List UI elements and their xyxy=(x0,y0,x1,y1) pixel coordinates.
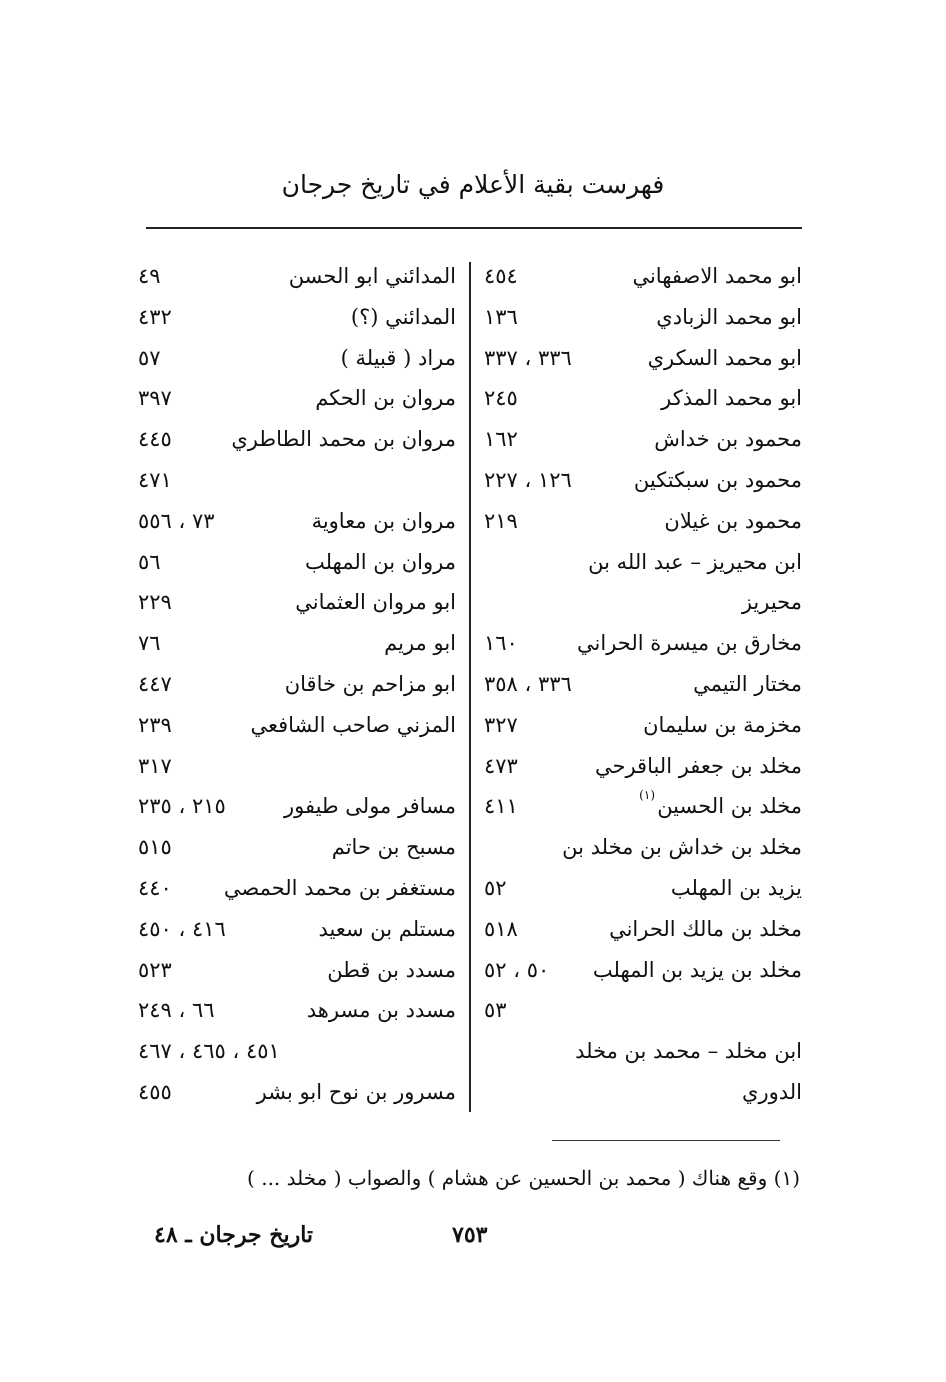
title-rule xyxy=(146,227,802,229)
index-entry xyxy=(138,950,456,990)
entry-name: ابو محمد الزبادي xyxy=(656,304,802,329)
index-entry xyxy=(484,786,802,826)
entry-name: مخلد بن مالك الحراني xyxy=(609,916,802,941)
index-entry xyxy=(138,1072,456,1112)
footnote-marker: (١) xyxy=(639,788,655,803)
entry-pages: ١٣٦ xyxy=(484,304,518,329)
entry-name: المدائني ابو الحسن xyxy=(288,264,456,288)
entry-name: مخارق بن ميسرة الحراني xyxy=(577,631,802,656)
entry-name: مخلد بن خداش بن مخلد بن xyxy=(562,835,802,860)
index-entry xyxy=(138,338,456,378)
entry-pages: ٧٣ ، ٥٥٦ xyxy=(138,508,215,533)
entry-pages: ٤١١ xyxy=(484,794,518,819)
index-entry xyxy=(484,827,802,867)
entry-name: مراد ( قبيلة ) xyxy=(340,345,456,370)
index-entry xyxy=(484,950,802,990)
entry-name: مروان بن محمد الطاطري xyxy=(231,427,456,452)
entry-name: مروان بن الحكم xyxy=(315,386,456,411)
entry-name: مروان بن المهلب xyxy=(304,549,456,574)
index-entry xyxy=(138,909,456,949)
entry-name: مستلم بن سعيد xyxy=(318,916,456,941)
entry-pages: ٣١٧ xyxy=(138,753,172,778)
entry-pages: ١٢٦ ، ٢٢٧ xyxy=(484,468,572,492)
index-entry xyxy=(138,297,456,337)
index-entry xyxy=(484,705,802,745)
index-entry xyxy=(484,664,802,704)
entry-pages: ٤٥١ ، ٤٦٥ ، ٤٦٧ xyxy=(138,1039,280,1064)
entry-pages: ٣٣٦ ، ٣٣٧ xyxy=(484,345,572,370)
index-entry xyxy=(484,909,802,949)
entry-name: ابو محمد الاصفهاني xyxy=(632,264,802,288)
entry-pages: ٥٦ xyxy=(138,549,161,574)
entry-name: ابن مخلد – محمد بن مخلد xyxy=(575,1039,802,1064)
entry-name: مخلد بن يزيد بن المهلب xyxy=(592,957,802,982)
index-entry xyxy=(484,419,802,459)
entry-pages: ٥١٨ xyxy=(484,916,518,941)
index-entry xyxy=(138,501,456,541)
entry-pages: ٤٣٢ xyxy=(138,304,172,329)
entry-name: ابو محمد السكري xyxy=(647,345,802,370)
entry-pages: ٣٣٦ ، ٣٥٨ xyxy=(484,672,572,696)
footnote: (١) وقع هناك ( محمد بن الحسين عن هشام ) والصواب ( مخلد ... ) xyxy=(247,1166,800,1190)
index-entry xyxy=(484,256,802,296)
index-entry xyxy=(138,419,456,459)
entry-name: مخزمة بن سليمان xyxy=(643,712,802,737)
column-divider xyxy=(469,262,471,1112)
entry-name: محمود بن سبكتكين xyxy=(633,468,802,492)
entry-pages: ٣٩٧ xyxy=(138,386,172,411)
index-entry xyxy=(138,827,456,867)
index-entry xyxy=(138,542,456,582)
entry-pages: ٥٢٣ xyxy=(138,957,172,982)
index-entry xyxy=(138,460,456,500)
entry-pages: ٤٤٥ xyxy=(138,427,172,452)
entry-pages: ٢١٥ ، ٢٣٥ xyxy=(138,794,226,819)
index-entry xyxy=(138,623,456,663)
index-entry xyxy=(484,378,802,418)
index-entry xyxy=(484,582,802,622)
entry-pages: ٤٤٠ xyxy=(138,876,172,900)
index-entry xyxy=(484,623,802,663)
entry-name: ابو مزاحم بن خاقان xyxy=(284,672,456,696)
entry-pages: ١٦٠ xyxy=(484,631,518,656)
entry-name: المزني صاحب الشافعي xyxy=(250,712,456,737)
entry-name: ابو مريم xyxy=(384,631,456,656)
entry-name: مسرور بن نوح ابو بشر xyxy=(256,1080,456,1104)
entry-pages: ١٦٢ xyxy=(484,427,518,452)
index-entry xyxy=(138,990,456,1030)
index-entry xyxy=(484,338,802,378)
entry-pages: ٤١٦ ، ٤٥٠ xyxy=(138,916,226,941)
entry-pages: ٢٣٩ xyxy=(138,712,172,737)
index-entry xyxy=(138,786,456,826)
entry-pages: ٧٦ xyxy=(138,631,161,656)
entry-pages: ٥٠ ، ٥٢ xyxy=(484,957,550,982)
entry-pages: ٤٤٧ xyxy=(138,672,172,696)
index-entry xyxy=(484,542,802,582)
entry-name: ابو محمد المذكر xyxy=(661,386,802,411)
entry-pages: ٤٥٤ xyxy=(484,264,518,288)
entry-name: مسبح بن حاتم xyxy=(331,835,456,860)
entry-pages: ٥٢ xyxy=(484,876,507,900)
index-entry xyxy=(138,582,456,622)
index-entry xyxy=(484,746,802,786)
entry-name: مسدد بن قطن xyxy=(327,957,456,982)
index-entry xyxy=(484,501,802,541)
entry-name: مخلد بن جعفر الباقرحي xyxy=(594,753,802,778)
entry-pages: ٢١٩ xyxy=(484,508,518,533)
footer-page-number: ٧٥٣ xyxy=(452,1222,488,1248)
entry-name: مخلد بن الحسين xyxy=(657,794,802,819)
entry-name: مختار التيمي xyxy=(693,672,802,696)
entry-pages: ٦٦ ، ٢٤٩ xyxy=(138,998,215,1023)
entry-name: ابن محيريز – عبد الله بن xyxy=(588,549,802,574)
entry-pages: ٣٢٧ xyxy=(484,712,518,737)
entry-pages: ٤٧١ xyxy=(138,468,172,492)
index-entry xyxy=(484,1072,802,1112)
entry-name: الدوري xyxy=(742,1080,802,1104)
entry-name: مستغفر بن محمد الحمصي xyxy=(223,876,456,900)
index-entry xyxy=(484,990,802,1030)
page-title: فهرست بقية الأعلام في تاريخ جرجان xyxy=(281,170,665,199)
index-entry xyxy=(138,705,456,745)
entry-name: ابو مروان العثماني xyxy=(295,590,456,615)
entry-name: مسافر مولى طيفور xyxy=(283,794,456,819)
index-entry xyxy=(484,297,802,337)
index-entry xyxy=(138,746,456,786)
footer-book-title: تاريخ جرجان ـ ٤٨ xyxy=(154,1222,314,1248)
index-entry xyxy=(484,1031,802,1071)
index-entry xyxy=(138,868,456,908)
entry-pages: ٢٢٩ xyxy=(138,590,172,615)
index-entry xyxy=(138,378,456,418)
entry-pages: ٥١٥ xyxy=(138,835,172,860)
entry-name: المدائني (؟) xyxy=(350,304,456,329)
entry-name: محمود بن خداش xyxy=(654,427,802,452)
entry-pages: ٥٣ xyxy=(484,998,507,1023)
entry-pages: ٥٧ xyxy=(138,345,161,370)
index-entry xyxy=(484,460,802,500)
entry-name: مسدد بن مسرهد xyxy=(306,998,456,1023)
entry-name: محمود بن غيلان xyxy=(664,508,802,533)
entry-pages: ٢٤٥ xyxy=(484,386,518,411)
entry-name: مروان بن معاوية xyxy=(311,508,456,533)
entry-name: محيريز xyxy=(741,590,802,615)
entry-pages: ٤٩ xyxy=(138,264,161,288)
index-entry xyxy=(138,256,456,296)
footnote-rule xyxy=(552,1140,780,1141)
index-entry xyxy=(484,868,802,908)
entry-pages: ٤٧٣ xyxy=(484,753,518,778)
entry-name: يزيد بن المهلب xyxy=(670,876,802,900)
index-entry xyxy=(138,664,456,704)
entry-pages: ٤٥٥ xyxy=(138,1080,172,1104)
index-entry xyxy=(138,1031,456,1071)
